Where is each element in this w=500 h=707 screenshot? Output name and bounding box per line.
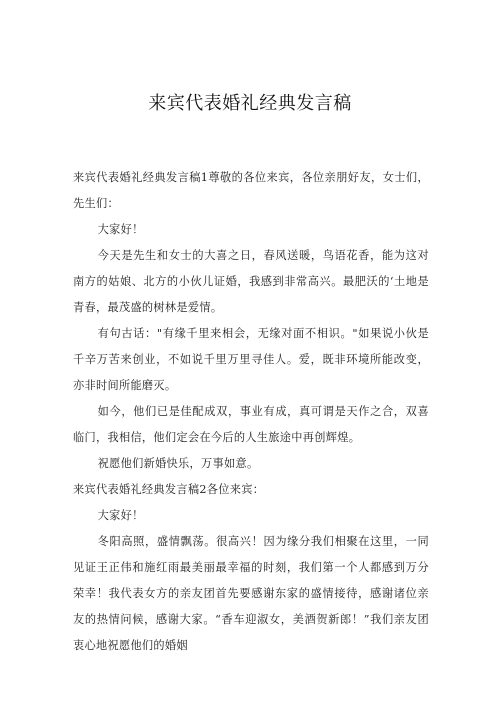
paragraph: 有句古话："有缘千里来相会，无缘对面不相识。"如果说小伙是千辛万苦来创业，不如说千里万里寻佳人。爱，既非环境所能改变，亦非时间所能磨灭。 — [73, 327, 429, 392]
paragraph: 大家好！ — [97, 223, 144, 236]
paragraph: 祝愿他们新婚快乐，万事如意。 — [97, 457, 259, 470]
paragraph: 来宾代表婚礼经典发言稿2各位来宾： — [73, 483, 265, 496]
document-body — [73, 165, 429, 659]
paragraph: 如今，他们已是佳配成双，事业有成，真可谓是天作之合，双喜临门，我相信，他们定会在今后的人生旅途中再创辉煌。 — [73, 405, 429, 444]
page-title: 来宾代表婚礼经典发言稿 — [148, 93, 352, 114]
paragraph: 冬阳高照，盛情飘荡。很高兴！因为缘分我们相聚在这里，一同见证王正伟和施红雨最美丽最幸福的时刻，我们第一个人都感到万分荣幸！我代表女方的亲友团首先要感谢东家的盛情接待，感谢诸位亲友的热情问候，感谢大家。“香车迎淑女，美酒贺新郎！”我们亲友团衷心地祝愿他们的婚姻 — [73, 535, 429, 652]
paragraph: 大家好！ — [97, 509, 144, 522]
paragraph: 来宾代表婚礼经典发言稿1尊敬的各位来宾，各位亲朋好友，女士们，先生们： — [73, 171, 429, 210]
paragraph: 今天是先生和女士的大喜之日，春风送暖，鸟语花香，能为这对南方的姑娘、北方的小伙儿证婚，我感到非常高兴。最肥沃的‘土地是青春，最茂盛的树林是爱情。 — [73, 249, 429, 314]
